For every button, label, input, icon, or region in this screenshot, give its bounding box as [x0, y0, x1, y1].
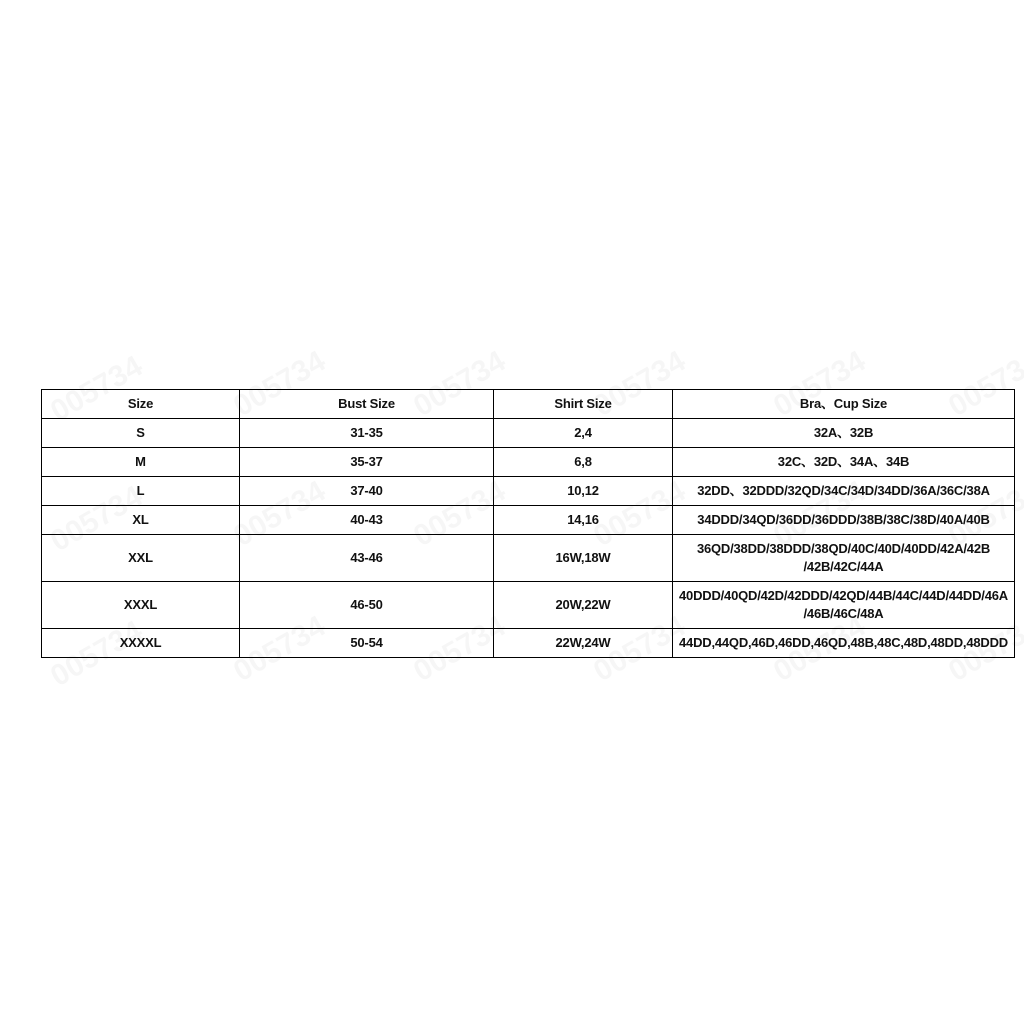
cell-size: L	[42, 477, 240, 506]
cell-cup: 32C、32D、34A、34B	[673, 448, 1015, 477]
cell-size: M	[42, 448, 240, 477]
cell-shirt: 14,16	[494, 506, 673, 535]
cell-cup-line-2: /46B/46C/48A	[803, 606, 884, 621]
table-row	[42, 419, 1015, 448]
cell-bust: 46-50	[240, 582, 494, 629]
cell-bust: 31-35	[240, 419, 494, 448]
cell-cup: 34DDD/34QD/36DD/36DDD/38B/38C/38D/40A/40B	[673, 506, 1015, 535]
header-shirt-size: Shirt Size	[494, 390, 673, 419]
cell-bust: 43-46	[240, 535, 494, 582]
cell-size: XXXL	[42, 582, 240, 629]
cell-shirt: 20W,22W	[494, 582, 673, 629]
table-row	[42, 629, 1015, 658]
cell-cup-line-1: 40DDD/40QD/42D/42DDD/42QD/44B/44C/44D/44DD/46A	[679, 588, 1008, 603]
size-chart-table	[41, 389, 1015, 658]
cell-shirt: 2,4	[494, 419, 673, 448]
table-row	[42, 448, 1015, 477]
cell-size: XXL	[42, 535, 240, 582]
cell-size: S	[42, 419, 240, 448]
cell-size: XXXXL	[42, 629, 240, 658]
header-bust-size: Bust Size	[240, 390, 494, 419]
cell-bust: 40-43	[240, 506, 494, 535]
cell-bust: 50-54	[240, 629, 494, 658]
cell-shirt: 10,12	[494, 477, 673, 506]
cell-shirt: 6,8	[494, 448, 673, 477]
cell-bust: 35-37	[240, 448, 494, 477]
cell-cup	[673, 535, 1015, 582]
cell-shirt: 22W,24W	[494, 629, 673, 658]
table-row	[42, 582, 1015, 629]
header-row	[42, 390, 1015, 419]
cell-cup-line-1: 36QD/38DD/38DDD/38QD/40C/40D/40DD/42A/42B	[696, 541, 991, 556]
cell-size: XL	[42, 506, 240, 535]
table-row	[42, 506, 1015, 535]
table-row	[42, 477, 1015, 506]
cell-cup	[673, 582, 1015, 629]
cell-cup: 32A、32B	[673, 419, 1015, 448]
cell-shirt: 16W,18W	[494, 535, 673, 582]
cell-cup: 44DD,44QD,46D,46DD,46QD,48B,48C,48D,48DD,48DDD	[673, 629, 1015, 658]
cell-cup: 32DD、32DDD/32QD/34C/34D/34DD/36A/36C/38A	[673, 477, 1015, 506]
cell-cup-line-2: /42B/42C/44A	[803, 559, 884, 574]
header-size: Size	[42, 390, 240, 419]
header-bra-cup-size: Bra、Cup Size	[673, 390, 1015, 419]
cell-bust: 37-40	[240, 477, 494, 506]
table-row	[42, 535, 1015, 582]
